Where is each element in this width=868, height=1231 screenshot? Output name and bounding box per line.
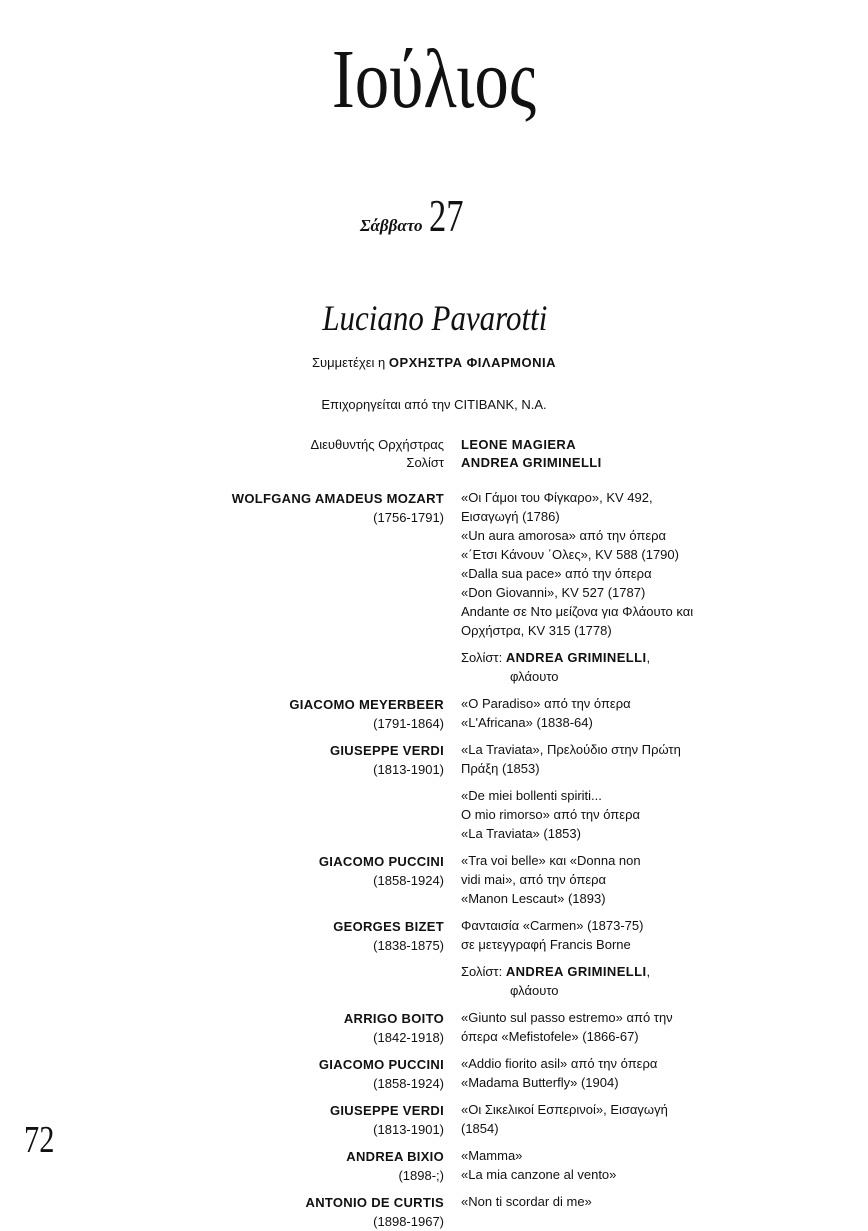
soloist-note — [461, 962, 741, 1000]
work-line: O mio rimorso» από την όπερα — [461, 807, 640, 822]
page-number: 72 — [24, 1119, 55, 1161]
composer-block — [0, 1008, 444, 1054]
composer-name: GIUSEPPE VERDI — [329, 743, 444, 758]
soloist-instrument: φλάουτο — [510, 983, 559, 998]
composer-name: GIACOMO PUCCINI — [318, 1057, 444, 1072]
work-line: «Dalla sua pace» από την όπερα — [461, 566, 652, 581]
day-of-week: Σάββατο — [360, 216, 423, 235]
program-entry — [0, 916, 868, 1008]
composer-years: (1858-1924) — [373, 1076, 444, 1091]
soloist-name: ANDREA GRIMINELLI — [505, 964, 647, 979]
soloist-label: Σολίστ: — [461, 964, 503, 979]
work-item — [461, 1008, 741, 1046]
composer-years: (1813-1901) — [373, 762, 444, 777]
program-entry — [0, 488, 868, 694]
work-line: «De miei bollenti spiriti... — [461, 788, 602, 803]
work-line: «La mia canzone al vento» — [461, 1167, 617, 1182]
work-line: «Giunto sul passo estremo» από την — [461, 1010, 673, 1025]
composer-block — [0, 1146, 444, 1192]
composer-name: GIACOMO MEYERBEER — [289, 697, 444, 712]
program-entry — [0, 1100, 868, 1146]
month-title: Ιούλιος — [331, 33, 537, 126]
program-entry — [0, 694, 868, 740]
composer-name: GIUSEPPE VERDI — [329, 1103, 444, 1118]
program-entry — [0, 1146, 868, 1192]
soloist-comma: , — [646, 964, 651, 979]
orchestra-name: ΟΡΧΗΣΤΡΑ ΦΙΛΑΡΜΟΝΙΑ — [388, 355, 556, 370]
work-item — [461, 488, 741, 640]
work-line: «O Paradiso» από την όπερα — [461, 696, 631, 711]
composer-name: GEORGES BIZET — [333, 919, 444, 934]
artist-name: Luciano Pavarotti — [322, 298, 548, 338]
work-item — [461, 1100, 741, 1138]
credit-role: Σολίστ — [406, 455, 444, 470]
composer-years: (1756-1791) — [373, 510, 444, 525]
composer-years: (1838-1875) — [373, 938, 444, 953]
work-line: «Οι Σικελικοί Εσπερινοί», Εισαγωγή — [461, 1102, 668, 1117]
soloist-name: ANDREA GRIMINELLI — [505, 650, 647, 665]
soloist-instrument: φλάουτο — [510, 669, 559, 684]
work-item — [461, 740, 741, 778]
work-line: «Don Giovanni», KV 527 (1787) — [461, 585, 646, 600]
works-block — [461, 1146, 741, 1192]
program-entry — [0, 1008, 868, 1054]
work-line: σε μετεγγραφή Francis Borne — [461, 937, 631, 952]
work-line: «Manon Lescaut» (1893) — [461, 891, 606, 906]
work-item — [461, 916, 741, 954]
work-line: «Non ti scordar di me» — [461, 1194, 592, 1209]
composer-block — [0, 488, 444, 694]
credit-name: LEONE MAGIERA — [461, 437, 576, 452]
work-line: Φανταισία «Carmen» (1873-75) — [461, 918, 644, 933]
work-line: vidi mai», από την όπερα — [461, 872, 607, 887]
program-entry — [0, 1054, 868, 1100]
program-entry — [0, 1192, 868, 1231]
sponsor-line: Επιχορηγείται από την CITIBANK, N.A. — [321, 397, 547, 412]
work-line: (1854) — [461, 1121, 499, 1136]
work-line: «Οι Γάμοι του Φίγκαρο», KV 492, — [461, 490, 653, 505]
composer-block — [0, 916, 444, 1008]
credit-role: Διευθυντής Ορχήστρας — [310, 437, 444, 452]
work-line: «Tra voi belle» και «Donna non — [461, 853, 641, 868]
program-list — [0, 488, 868, 1231]
work-line: Εισαγωγή (1786) — [461, 509, 560, 524]
work-line: «Mamma» — [461, 1148, 523, 1163]
work-line: «Madama Butterfly» (1904) — [461, 1075, 619, 1090]
composer-block — [0, 1054, 444, 1100]
soloist-note — [461, 648, 741, 686]
composer-name: WOLFGANG AMADEUS MOZART — [231, 491, 444, 506]
work-line: Ορχήστρα, KV 315 (1778) — [461, 623, 612, 638]
composer-block — [0, 851, 444, 916]
work-item — [461, 1146, 741, 1184]
composer-block — [0, 694, 444, 740]
works-block — [461, 916, 741, 1008]
works-block — [461, 694, 741, 740]
composer-block — [0, 740, 444, 851]
work-line: «La Traviata» (1853) — [461, 826, 581, 841]
participation-prefix: Συμμετέχει η — [312, 355, 386, 370]
work-line: «L'Africana» (1838-64) — [461, 715, 593, 730]
soloist-comma: , — [646, 650, 651, 665]
works-block — [461, 851, 741, 916]
participation-line — [0, 355, 868, 370]
work-line: Πράξη (1853) — [461, 761, 540, 776]
credits-list — [0, 436, 868, 472]
works-block — [461, 1192, 741, 1231]
day-number: 27 — [428, 190, 464, 241]
work-item — [461, 1192, 741, 1211]
credit-row — [0, 436, 868, 454]
composer-name: ANDREA BIXIO — [346, 1149, 444, 1164]
works-block — [461, 1008, 741, 1054]
soloist-label: Σολίστ: — [461, 650, 503, 665]
works-block — [461, 1100, 741, 1146]
program-entry — [0, 740, 868, 851]
work-item — [461, 851, 741, 908]
composer-name: GIACOMO PUCCINI — [318, 854, 444, 869]
work-line: όπερα «Mefistofele» (1866-67) — [461, 1029, 639, 1044]
composer-years: (1898-1967) — [373, 1214, 444, 1229]
work-line: «La Traviata», Πρελούδιο στην Πρώτη — [461, 742, 681, 757]
composer-years: (1842-1918) — [373, 1030, 444, 1045]
composer-years: (1898-;) — [398, 1168, 444, 1183]
work-item — [461, 694, 741, 732]
composer-block — [0, 1192, 444, 1231]
work-line: «Un aura amorosa» από την όπερα — [461, 528, 667, 543]
work-line: Andante σε Ντο μείζονα για Φλάουτο και — [461, 604, 694, 619]
works-block — [461, 740, 741, 851]
composer-block — [0, 1100, 444, 1146]
work-line: «΄Ετσι Κάνουν ΄Ολες», KV 588 (1790) — [461, 547, 679, 562]
composer-years: (1858-1924) — [373, 873, 444, 888]
composer-years: (1791-1864) — [373, 716, 444, 731]
composer-name: ANTONIO DE CURTIS — [305, 1195, 444, 1210]
works-block — [461, 488, 741, 694]
concert-date — [360, 188, 560, 244]
work-item — [461, 1054, 741, 1092]
work-item — [461, 786, 741, 843]
work-line: «Addio fiorito asil» από την όπερα — [461, 1056, 658, 1071]
program-entry — [0, 851, 868, 916]
works-block — [461, 1054, 741, 1100]
composer-name: ARRIGO BOITO — [343, 1011, 444, 1026]
credit-name: ANDREA GRIMINELLI — [461, 455, 602, 470]
credit-row — [0, 454, 868, 472]
composer-years: (1813-1901) — [373, 1122, 444, 1137]
